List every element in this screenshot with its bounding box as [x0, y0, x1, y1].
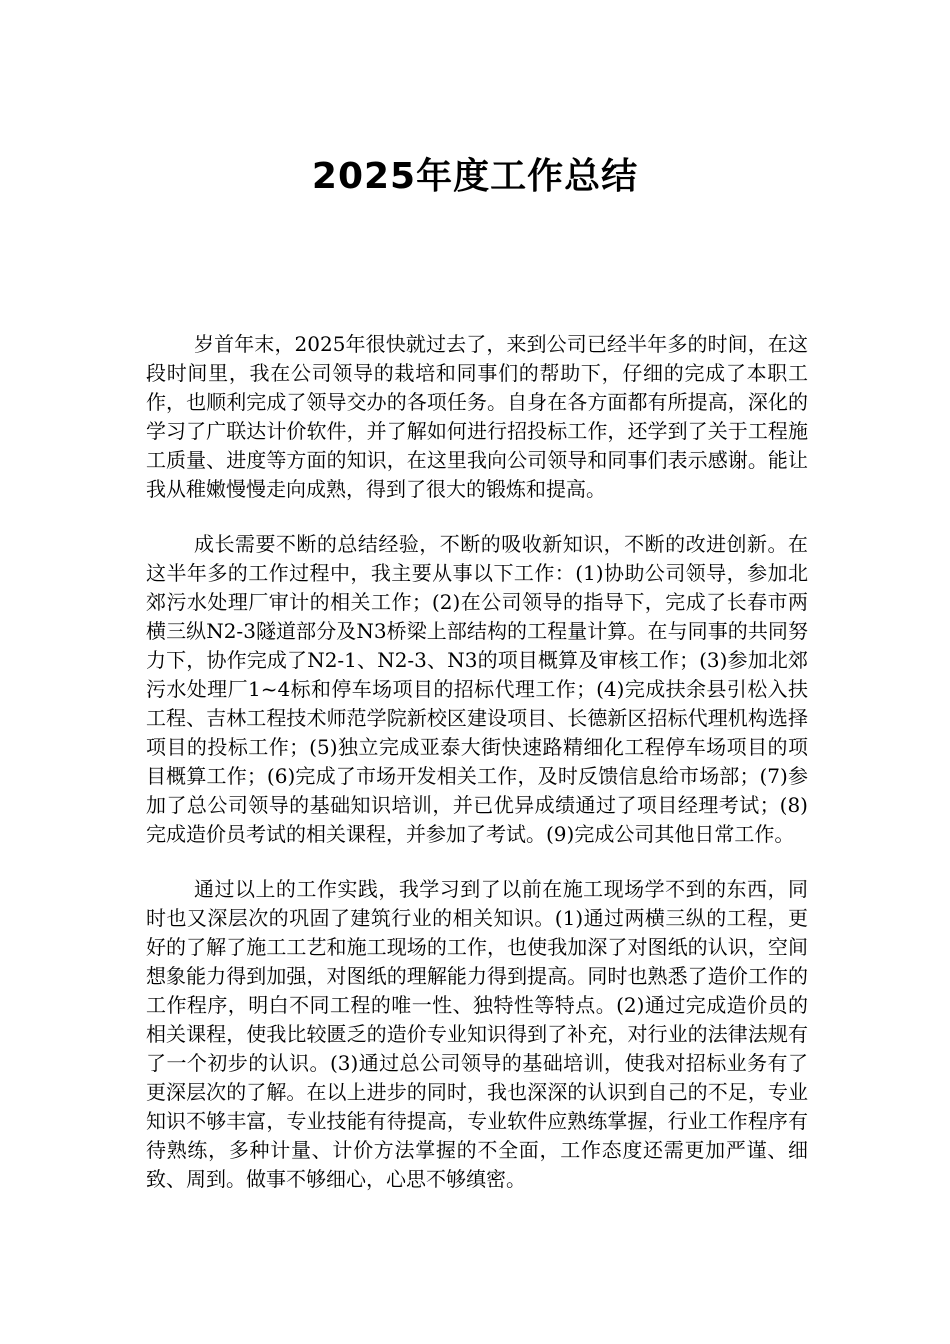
paragraph-intro: 岁首年末，2025年很快就过去了，来到公司已经半年多的时间，在这段时间里，我在公司领导的栽培和同事们的帮助下，仔细的完成了本职工作，也顺利完成了领导交办的各项任务。自身在各方面都有所提高，深化的学习了广联达计价软件，并了解如何进行招投标工作，还学到了关于工程施工质量、进度等方面的知识，在这里我向公司领导和同事们表示感谢。能让我从稚嫩慢慢走向成熟，得到了很大的锻炼和提高。	[146, 332, 808, 501]
document-body	[146, 330, 808, 1220]
paragraph-lessons: 通过以上的工作实践，我学习到了以前在施工现场学不到的东西，同时也又深层次的巩固了建筑行业的相关知识。(1)通过两横三纵的工程，更好的了解了施工工艺和施工现场的工作，也使我加深了对图纸的认识，空间想象能力得到加强，对图纸的理解能力得到提高。同时也熟悉了造价工作的工作程序，明白不同工程的唯一性、独特性等特点。(2)通过完成造价员的相关课程，使我比较匮乏的造价专业知识得到了补充，对行业的法律法规有了一个初步的认识。(3)通过总公司领导的基础培训，使我对招标业务有了更深层次的了解。在以上进步的同时，我也深深的认识到自己的不足，专业知识不够丰富，专业技能有待提高，专业软件应熟练掌握，行业工作程序有待熟练，多种计量、计价方法掌握的不全面，工作态度还需更加严谨、细致、周到。做事不够细心，心思不够缜密。	[146, 877, 808, 1191]
paragraph-work-items: 成长需要不断的总结经验，不断的吸收新知识，不断的改进创新。在这半年多的工作过程中，我主要从事以下工作：(1)协助公司领导，参加北郊污水处理厂审计的相关工作；(2)在公司领导的指导下，完成了长春市两横三纵N2-3隧道部分及N3桥梁上部结构的工程量计算。在与同事的共同努力下，协作完成了N2-1、N2-3、N3的项目概算及审核工作；(3)参加北郊污水处理厂1~4标和停车场项目的招标代理工作；(4)完成扶余县引松入扶工程、吉林工程技术师范学院新校区建设项目、长德新区招标代理机构选择项目的投标工作；(5)独立完成亚泰大街快速路精细化工程停车场项目的项目概算工作；(6)完成了市场开发相关工作，及时反馈信息给市场部；(7)参加了总公司领导的基础知识培训，并已优异成绩通过了项目经理考试；(8)完成造价员考试的相关课程，并参加了考试。(9)完成公司其他日常工作。	[146, 532, 808, 846]
document-title: 2025年度工作总结	[311, 156, 639, 197]
